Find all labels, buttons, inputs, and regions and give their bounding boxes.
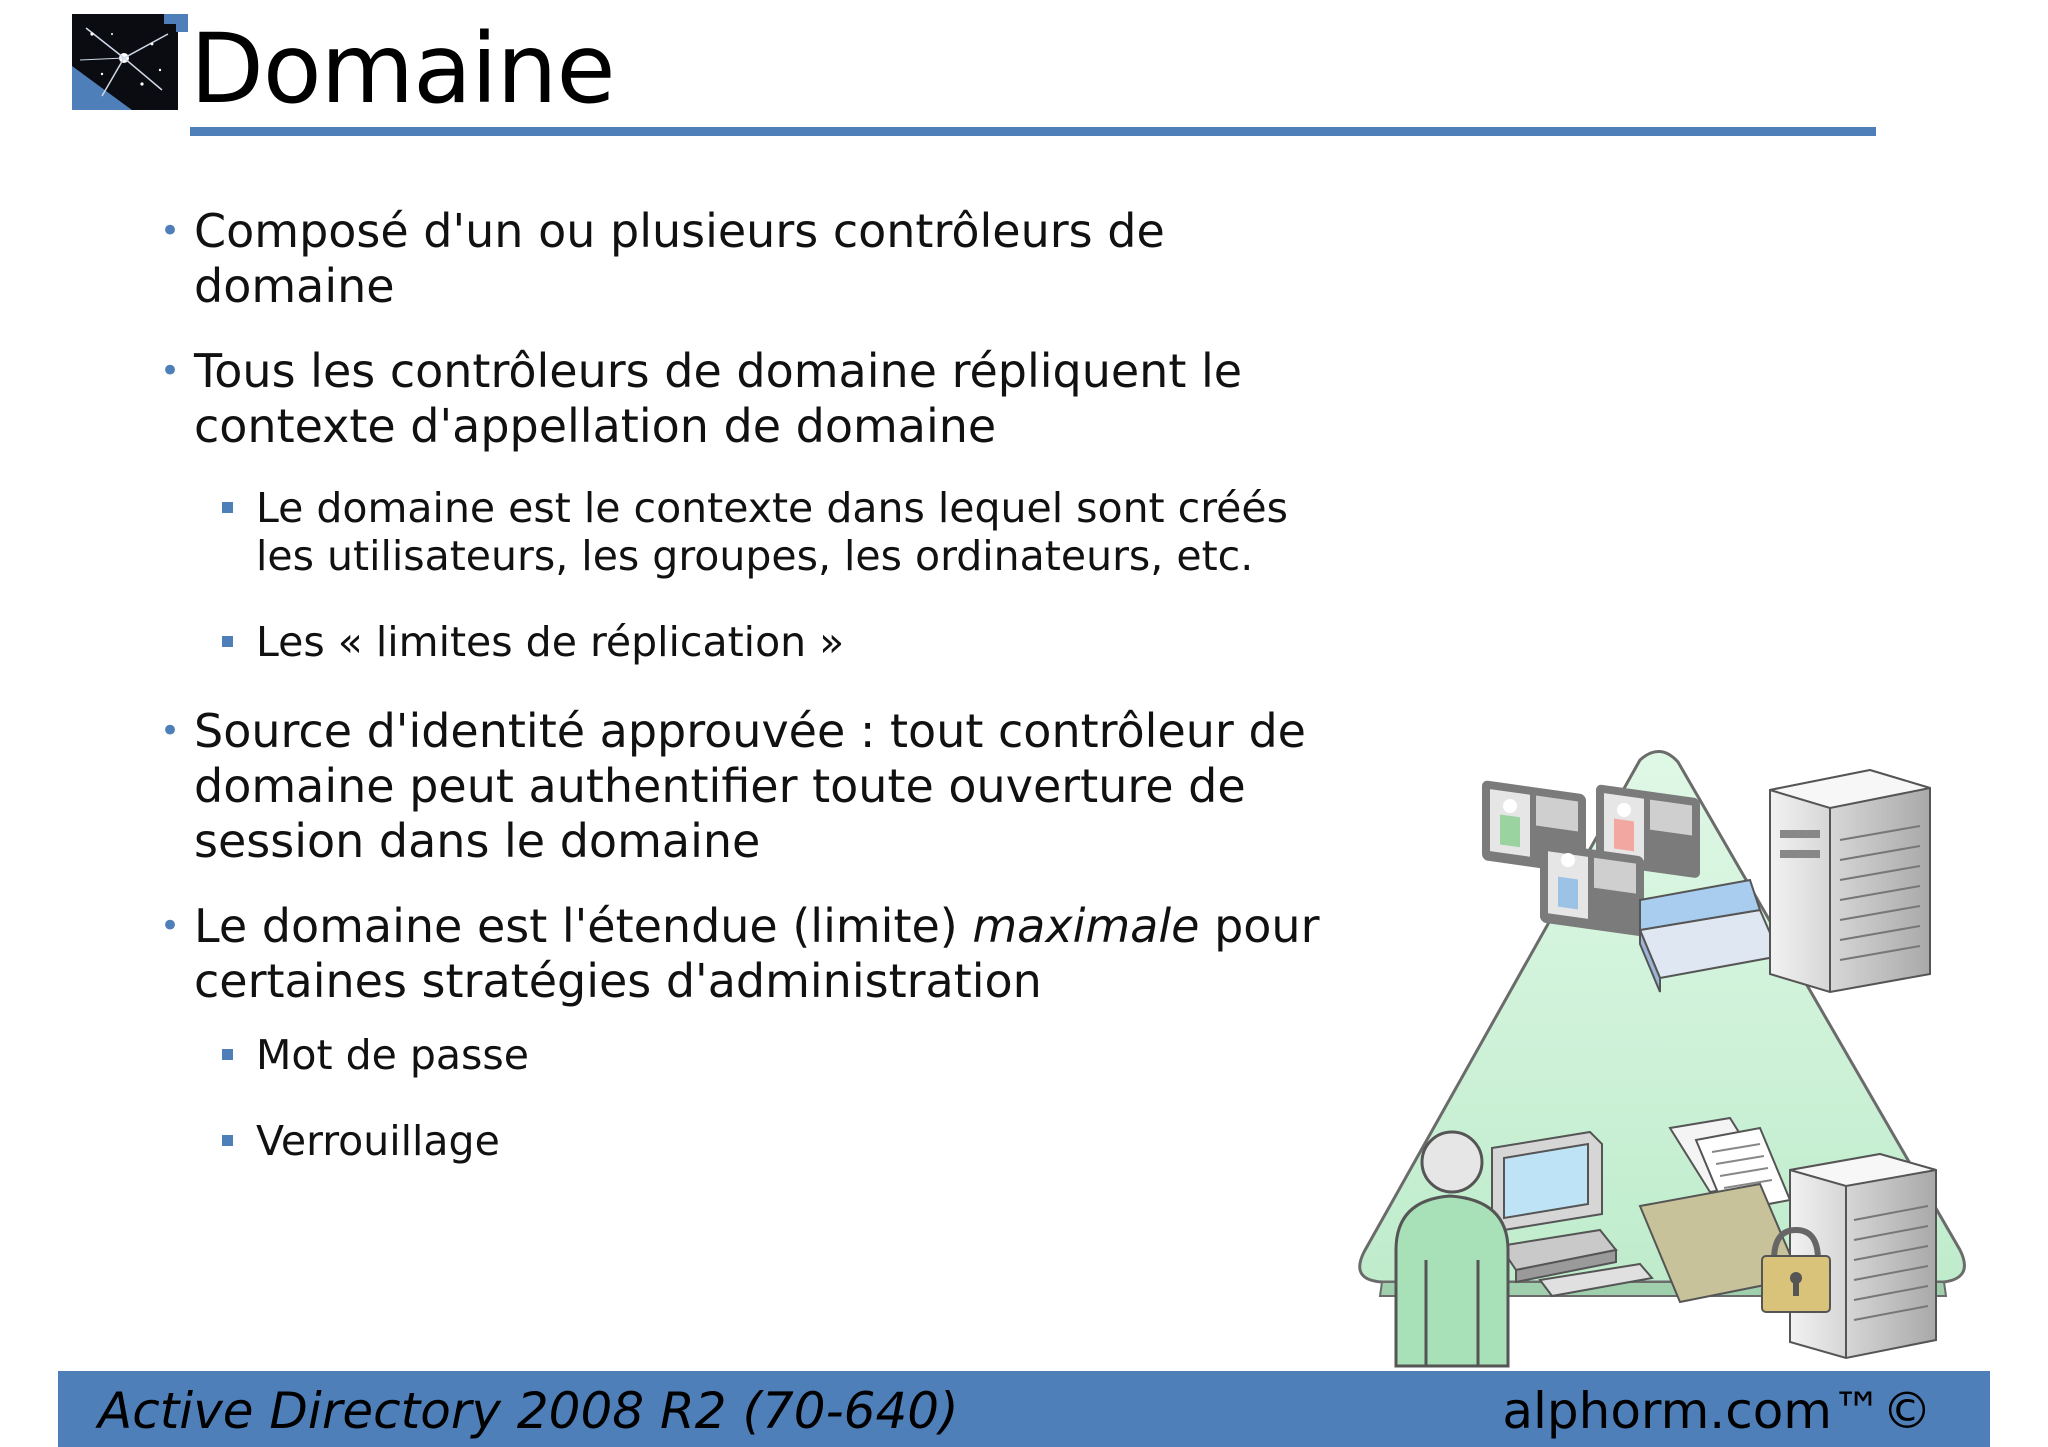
- console-icon: [1540, 842, 1644, 937]
- server-icon: [1770, 770, 1930, 992]
- sub-bullet-text: Les « limites de réplication »: [256, 618, 845, 666]
- bullet-list: [150, 204, 1350, 1203]
- sub-bullet-icon: [222, 636, 233, 647]
- bullet-text: Composé d'un ou plusieurs contrôleurs de domaine: [194, 204, 1165, 313]
- bullet-item: [150, 899, 1350, 1009]
- course-title: Active Directory 2008 R2 (70-640): [98, 1382, 959, 1440]
- sub-bullet-text: Verrouillage: [256, 1117, 500, 1165]
- title-divider: [190, 127, 1876, 136]
- page-title: Domaine: [190, 13, 615, 125]
- sub-bullet-icon: [222, 502, 233, 513]
- sub-bullet-item: [150, 484, 1350, 580]
- bullet-icon: •: [160, 906, 181, 946]
- bullet-text-end: pour certaines stratégies d'administration: [194, 899, 1320, 1008]
- bullet-text-start: Le domaine est l'étendue (limite): [194, 899, 973, 953]
- sub-bullet-icon: [222, 1135, 233, 1146]
- sub-bullet-item: [150, 1117, 1350, 1165]
- bullet-item: [150, 344, 1350, 454]
- bullet-icon: •: [160, 211, 181, 251]
- copyright-brand: alphorm.com™©: [1502, 1382, 1932, 1440]
- bullet-text: Source d'identité approuvée : tout contrôleur de domaine peut authentifier toute ouverture de session dans le domaine: [194, 704, 1306, 868]
- sub-bullet-icon: [222, 1049, 233, 1060]
- bullet-icon: •: [160, 711, 181, 751]
- footer-bar: [58, 1371, 1990, 1447]
- bullet-text: Tous les contrôleurs de domaine répliquent le contexte d'appellation de domaine: [194, 344, 1243, 453]
- sub-bullet-text: Le domaine est le contexte dans lequel sont créés les utilisateurs, les groupes, les ordinateurs, etc.: [256, 484, 1288, 580]
- sub-bullet-text: Mot de passe: [256, 1031, 529, 1079]
- bullet-icon: •: [160, 351, 181, 391]
- sub-bullet-item: [150, 1031, 1350, 1079]
- sub-bullet-item: [150, 618, 1350, 666]
- bullet-item: [150, 204, 1350, 314]
- logo-icon: [72, 14, 188, 120]
- bullet-text-emphasis: maximale: [972, 899, 1200, 953]
- bullet-item: [150, 704, 1350, 869]
- domain-illustration: [1340, 730, 1980, 1370]
